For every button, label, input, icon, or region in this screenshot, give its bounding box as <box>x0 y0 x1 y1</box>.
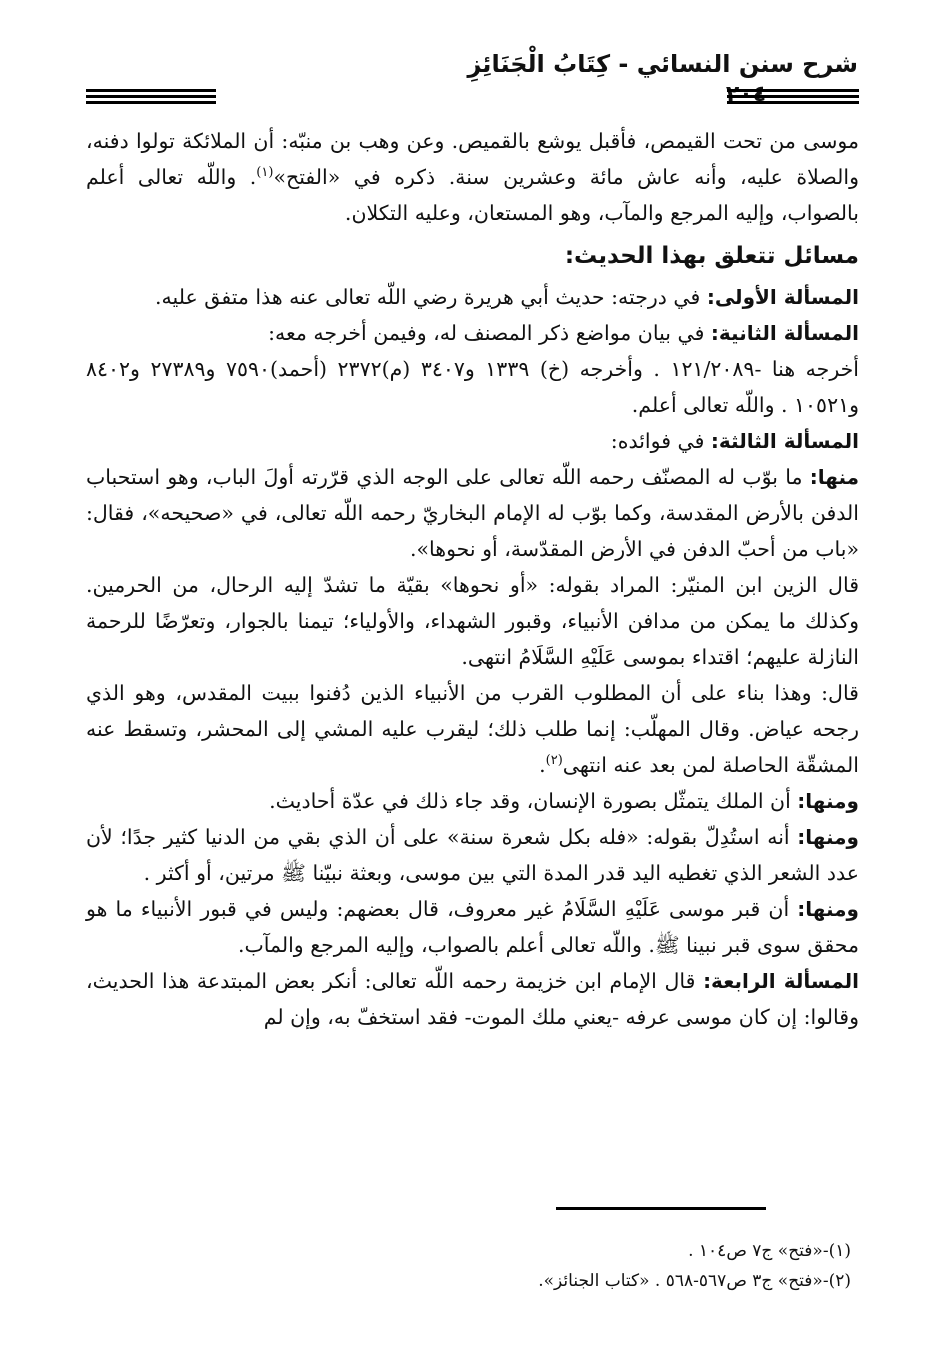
issue-label: المسألة الثانية: <box>710 321 859 345</box>
running-header-title: شرح سنن النسائي - كِتَابُ الْجَنَائِزِ <box>467 50 858 78</box>
issue-label: المسألة الثالثة: <box>710 429 859 453</box>
benefit-label: ومنها: <box>797 789 859 813</box>
paragraph: قال الزين ابن المنيّر: المراد بقوله: «أو نحوها» بقيّة ما تشدّ إليه الرحال، من الحرمين. وكذلك ما يمكن من مدافن الأنبياء، وقبور الشهداء، والأولياء؛ تيمنا بالجوار، وتعرّضًا للرحمة النازلة عليهم؛ اقتداء بموسى عَلَيْهِ السَّلَامُ انتهى. <box>86 573 859 669</box>
issue-1: المسألة الأولى: في درجته: حديث أبي هريرة رضي اللّه تعالى عنه هذا متفق عليه. <box>155 285 859 309</box>
section-heading: مسائل تتعلق بهذا الحديث: <box>564 243 859 269</box>
benefit-label: ومنها: <box>797 897 859 921</box>
benefit-label: ومنها: <box>797 825 859 849</box>
footnote-ref: (٢) <box>545 753 563 769</box>
footnote-ref: (١) <box>256 165 274 181</box>
issue-3: المسألة الثالثة: في فوائده: <box>610 429 859 453</box>
issue-label: المسألة الأولى: <box>706 285 859 309</box>
issue-4: المسألة الرابعة: قال الإمام ابن خزيمة رحمه اللّه تعالى: أنكر بعض المبتدعة هذا الحديث، وقالوا: إن كان موسى عرفه -يعني ملك الموت- فقد استخفّ به، وإن لم <box>86 969 859 1029</box>
main-text <box>86 123 859 1035</box>
benefit-label: منها: <box>809 465 859 489</box>
paragraph: قال: وهذا بناء على أن المطلوب القرب من الأنبياء الذين دُفنوا ببيت المقدس، وهو الذي رجحه عياض. وقال المهلّب: إنما طلب ذلك؛ ليقرب عليه المشي إلى المحشر، وتسقط عنه المشقّة الحاصلة لمن بعد عنه انتهى$^{(٢)}$. <box>86 681 860 777</box>
footnotes <box>100 1236 851 1296</box>
footnote-separator <box>556 1207 766 1210</box>
header-rule-left <box>86 89 216 107</box>
paragraph: موسى من تحت القيمص، فأقبل يوشع بالقميص. وعن وهب بن منبّه: أن الملائكة تولوا دفنه، والصلاة عليه، وأنه عاش مائة وعشرين سنة. ذكره في «الفتح»$^{(١)}$. واللّه تعالى أعلم بالصواب، وإليه المرجع والمآب، وهو المستعان، وعليه التكلان. <box>86 129 859 225</box>
header-rule-right <box>727 89 859 107</box>
footnote: (٢)-«فتح» ج٣ ص٥٦٧-٥٦٨ . «كتاب الجنائز». <box>538 1271 851 1291</box>
benefit-1: منها: ما بوّب له المصنّف رحمه اللّه تعالى على الوجه الذي قرّرته أولَ الباب، وهو استحباب الدفن بالأرض المقدسة، وكما بوّب له الإمام البخاريّ رحمه اللّه تعالى، في «صحيحه»، فقال: «باب من أحبّ الدفن في الأرض المقدّسة، أو نحوها». <box>86 465 859 561</box>
benefit-2: ومنها: أن الملك يتمثّل بصورة الإنسان، وقد جاء ذلك في عدّة أحاديث. <box>269 789 859 813</box>
hadith-references: أخرجه هنا -١٢١/٢٠٨٩ . وأخرجه (خ) ١٣٣٩ و٣٤٠٧ (م)٢٣٧٢ (أحمد)٧٥٩٠ و٢٧٣٨٩ و٨٤٠٢ و١٠٥٢١ . واللّه تعالى أعلم. <box>86 357 860 417</box>
benefit-3: ومنها: أنه استُدِلّ بقوله: «فله بكل شعرة سنة» على أن الذي بقي من الدنيا كثير جدًا؛ لأن عدد الشعر الذي تغطيه اليد قدر المدة التي بين موسى، وبعثة نبيّنا ﷺ مرتين، أو أكثر . <box>86 825 859 885</box>
issue-label: المسألة الرابعة: <box>703 969 859 993</box>
benefit-4: ومنها: أن قبر موسى عَلَيْهِ السَّلَامُ غير معروف، قال بعضهم: وليس في قبور الأنبياء ما هو محقق سوى قبر نبينا ﷺ. واللّه تعالى أعلم بالصواب، وإليه المرجع والمآب. <box>86 897 859 957</box>
issue-2: المسألة الثانية: في بيان مواضع ذكر المصنف له، وفيمن أخرجه معه: <box>268 321 859 345</box>
footnote: (١)-«فتح» ج٧ ص١٠٤ . <box>688 1241 851 1261</box>
